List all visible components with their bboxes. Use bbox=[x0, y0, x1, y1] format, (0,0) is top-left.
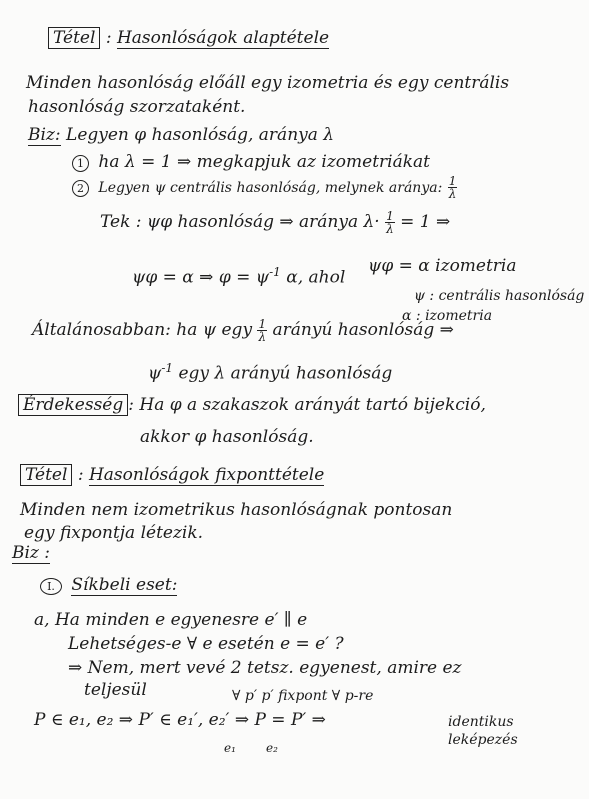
proof-1-equation-1 bbox=[132, 262, 345, 288]
theorem-1-tag: Tétel bbox=[48, 27, 100, 49]
theorem-2-sep: : bbox=[77, 465, 84, 485]
gen-fraction-den: λ bbox=[258, 330, 267, 344]
proof-2-a-line-5: P ∈ e₁, e₂ ⇒ P′ ∈ e₁′, e₂′ ⇒ P = P′ ⇒ bbox=[34, 710, 326, 730]
a-lead: a, bbox=[34, 610, 50, 630]
remark-line-2: akkor φ hasonlóság. bbox=[140, 427, 314, 447]
proof-2-a-line-4 bbox=[84, 680, 147, 700]
gen-text: Általánosabban: ha ψ egy bbox=[32, 320, 253, 340]
remark-tag: Érdekesség bbox=[18, 394, 128, 416]
eq1-text: ψφ = α ⇒ φ = ψ bbox=[132, 267, 270, 288]
proof-2-a-line-1 bbox=[34, 610, 307, 630]
case-1-number: 1 bbox=[72, 155, 89, 172]
sub-label-e2: e₂ bbox=[266, 741, 278, 755]
proof-1-case-1 bbox=[72, 152, 430, 172]
theorem-2-title: Hasonlóságok fixponttétele bbox=[88, 465, 325, 485]
theorem-1-heading bbox=[48, 28, 329, 48]
proof-1-tek-line bbox=[100, 210, 450, 235]
tek-fraction bbox=[385, 210, 395, 235]
theorem-1-sep: : bbox=[105, 28, 112, 48]
theorem-1-text-line-2: hasonlóság szorzataként. bbox=[28, 97, 246, 117]
gen2-superscript: -1 bbox=[161, 361, 174, 375]
proof-1-intro bbox=[28, 125, 334, 145]
proof-1-lead: Biz: bbox=[28, 125, 61, 145]
theorem-1-title: Hasonlóságok alaptétele bbox=[116, 28, 330, 48]
proof-1-intro-text: Legyen φ hasonlóság, aránya λ bbox=[66, 125, 335, 145]
case-1-text: ha λ = 1 ⇒ megkapjuk az izometriákat bbox=[98, 152, 430, 172]
gen-end: arányú hasonlóság ⇒ bbox=[272, 320, 454, 340]
case-2-fraction bbox=[448, 175, 458, 200]
alpha-note: α : izometria bbox=[402, 308, 493, 324]
tek-fraction-den: λ bbox=[386, 222, 394, 236]
proof-1-equation-right: ψφ = α izometria bbox=[368, 256, 517, 276]
proof-2-a-line-4-mid: ∀ p′ p′ fixpont ∀ p-re bbox=[232, 688, 374, 704]
case-I-label: Síkbeli eset: bbox=[71, 575, 178, 595]
case-2-text: Legyen ψ centrális hasonlóság, melynek aránya: bbox=[98, 180, 443, 196]
proof-2-lead-wrap bbox=[12, 543, 50, 563]
a5-note-2: leképezés bbox=[448, 732, 518, 748]
proof-1-case-2 bbox=[72, 175, 457, 200]
a-line-4: teljesül bbox=[84, 680, 147, 700]
gen2-psi: ψ bbox=[148, 363, 162, 384]
proof-2-case-1 bbox=[40, 575, 177, 595]
eq1-superscript: -1 bbox=[269, 265, 281, 279]
remark-text: : Ha φ a szakaszok arányát tartó bijekció, bbox=[128, 395, 486, 415]
generalization-line-1 bbox=[32, 318, 454, 343]
tek-end: = 1 ⇒ bbox=[400, 212, 451, 232]
proof-2-a-line-3: ⇒ Nem, mert vevé 2 tetsz. egyenest, amire ez bbox=[68, 658, 462, 678]
gen2-end: egy λ arányú hasonlóság bbox=[178, 363, 393, 384]
gen-fraction-num: 1 bbox=[258, 317, 267, 331]
theorem-2-heading bbox=[20, 465, 324, 485]
theorem-1-text-line-1: Minden hasonlóság előáll egy izometria és egy centrális bbox=[26, 73, 510, 93]
theorem-2-tag: Tétel bbox=[20, 464, 72, 486]
a-line-1: Ha minden e egyenesre e′ ∥ e bbox=[54, 610, 308, 630]
case-2-fraction-den: λ bbox=[448, 187, 457, 201]
gen-fraction bbox=[257, 318, 267, 343]
theorem-2-text-line-2: egy fixpontja létezik. bbox=[24, 523, 204, 543]
proof-2-lead: Biz : bbox=[12, 543, 51, 563]
case-2-fraction-num: 1 bbox=[448, 174, 457, 188]
proof-2-a-line-2: Lehetséges-e ∀ e esetén e = e′ ? bbox=[68, 634, 344, 654]
eq1-end: α, ahol bbox=[286, 267, 346, 288]
case-2-number: 2 bbox=[72, 180, 89, 197]
sub-label-e1: e₁ bbox=[224, 741, 236, 755]
psi-note: ψ : centrális hasonlóság bbox=[414, 288, 585, 304]
a5-note-1: identikus bbox=[448, 714, 514, 730]
tek-fraction-num: 1 bbox=[386, 209, 394, 223]
tek-text: Tek : ψφ hasonlóság ⇒ aránya λ· bbox=[100, 212, 380, 232]
case-I-number: I. bbox=[40, 578, 62, 595]
generalization-line-2 bbox=[148, 358, 392, 384]
theorem-2-text-line-1: Minden nem izometrikus hasonlóságnak pontosan bbox=[20, 500, 453, 520]
remark-line-1 bbox=[18, 395, 486, 415]
